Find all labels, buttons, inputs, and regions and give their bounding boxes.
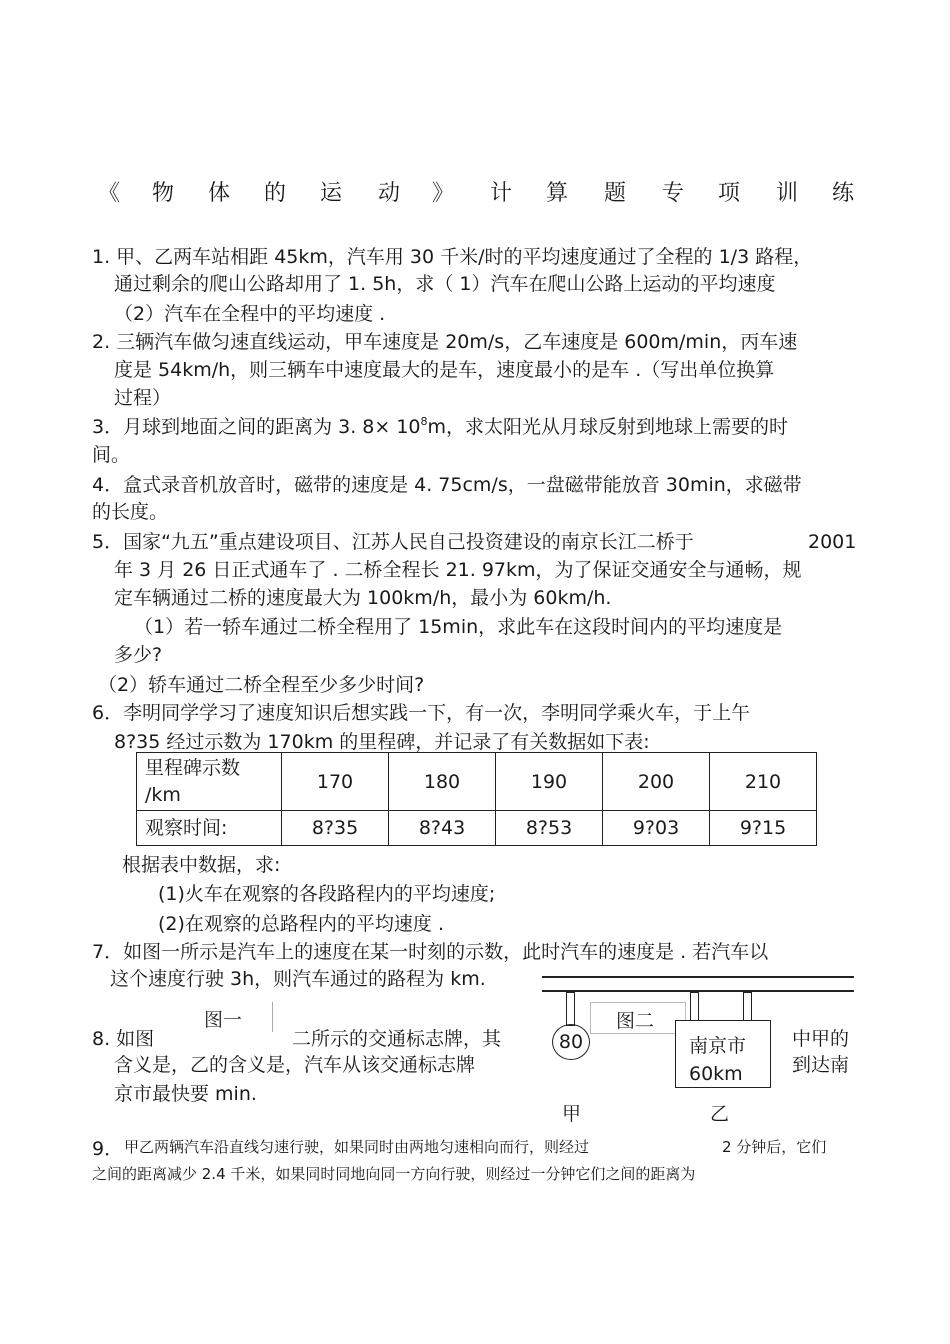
q5-line6: （2）轿车通过二桥全程至少多少时间?: [98, 674, 425, 696]
q6-line1: 6．李明同学学习了速度知识后想实践一下，有一次，李明同学乘火车，于上午: [92, 702, 751, 724]
q7-line1: 7．如图一所示是汽车上的速度在某一时刻的示数，此时汽车的速度是 . 若汽车以: [92, 941, 769, 963]
q9-line1: 甲乙两辆汽车沿直线匀速行驶，如果同时由两地匀速相向而行，则经过: [124, 1138, 590, 1156]
table-cell: 190: [496, 753, 603, 811]
q6-line2: 8?35 经过示数为 170km 的里程碑，并记录了有关数据如下表:: [114, 731, 650, 753]
title-char: 题: [604, 181, 627, 206]
table-cell: 180: [389, 753, 496, 811]
table-cell: 8?35: [282, 811, 389, 846]
page-title: [0, 176, 950, 204]
q8-line1c: 中甲的: [792, 1028, 850, 1050]
title-char: 项: [718, 181, 741, 206]
q3-text-b: m，求太阳光从月球反射到地球上需要的时: [427, 416, 789, 438]
q3-line2: 间。: [92, 444, 131, 466]
table-cell: 8?43: [389, 811, 496, 846]
label-jia: 甲: [562, 1103, 582, 1125]
table-cell: 8?53: [496, 811, 603, 846]
table-cell: 200: [603, 753, 710, 811]
q8-line1a: 8. 如图: [92, 1028, 155, 1050]
q1-line2: 通过剩余的爬山公路却用了 1. 5h，求（ 1）汽车在爬山公路上运动的平均速度: [114, 273, 776, 295]
q6-line3: 根据表中数据，求:: [122, 854, 281, 876]
q4-line1: 4．盒式录音机放音时，磁带的速度是 4. 75cm/s，一盘磁带能放音 30min，求磁带: [92, 474, 802, 496]
milestone-table: [136, 752, 817, 846]
title-char: 物: [152, 181, 175, 206]
table-cell: 9?15: [710, 811, 817, 846]
q3-exponent: 8: [420, 415, 428, 428]
q5-line4: （1）若一轿车通过二桥全程用了 15min，求此车在这段时间内的平均速度是: [134, 616, 783, 638]
q2-line3: 过程）: [114, 387, 172, 409]
title-char: 计: [490, 181, 513, 206]
q4-line2: 的长度。: [92, 501, 169, 523]
q5-line5: 多少?: [114, 644, 163, 666]
q7-line2: 这个速度行驶 3h，则汽车通过的路程为 km.: [110, 968, 486, 990]
figure1-divider: [272, 1002, 273, 1032]
q2-line1: 2. 三辆汽车做匀速直线运动，甲车速度是 20m/s，乙车速度是 600m/min，丙车速: [92, 331, 798, 353]
q9-line1-end: 2 分钟后，它们: [722, 1138, 827, 1156]
q5-line3: 定车辆通过二桥的速度最大为 100km/h，最小为 60km/h.: [114, 587, 612, 609]
title-char: 运: [320, 181, 343, 206]
header-line-a: 里程碑示数: [145, 756, 241, 779]
label-yi: 乙: [710, 1103, 730, 1125]
q8-line3: 京市最快要 min.: [114, 1083, 257, 1105]
q3-line1: [92, 415, 788, 439]
q9-number: 9．: [92, 1138, 124, 1160]
title-char: 动: [378, 181, 401, 206]
q1-line3: （2）汽车在全程中的平均速度 .: [114, 303, 386, 325]
q5-line2: 年 3 月 26 日正式通车了 . 二桥全程长 21. 97km，为了保证交通安全与通畅，规: [114, 559, 802, 581]
distance-sign-city: 南京市: [689, 1035, 747, 1057]
table-cell: 210: [710, 753, 817, 811]
gantry-top-beam: [542, 976, 854, 978]
title-char: 算: [546, 181, 569, 206]
q5-year: 2001: [808, 531, 857, 553]
q8-line2a: 含义是，乙的含义是，汽车从该交通标志牌: [114, 1054, 476, 1076]
q5-line1: 5．国家“九五”重点建设项目、江苏人民自己投资建设的南京长江二桥于: [92, 531, 694, 553]
header-line-b: /km: [145, 783, 181, 806]
table-header-time: 观察时间:: [137, 811, 282, 846]
table-row: [137, 753, 817, 811]
table-row: [137, 811, 817, 846]
q6-line4: (1)火车在观察的各段路程内的平均速度;: [158, 883, 496, 905]
table-header-milestone: [137, 753, 282, 811]
title-char: 专: [662, 181, 685, 206]
title-char: 的: [264, 181, 287, 206]
title-char: 练: [832, 181, 855, 206]
gantry-post: [566, 992, 575, 1026]
q3-text-a: 3．月球到地面之间的距离为 3. 8× 10: [92, 416, 421, 438]
title-char: 体: [208, 181, 231, 206]
q1-line1: 1. 甲、乙两车站相距 45km，汽车用 30 千米/时的平均速度通过了全程的 1/3 路程，: [92, 246, 813, 268]
q8-line1b: 二所示的交通标志牌，其: [292, 1028, 502, 1050]
title-char: 《: [98, 181, 121, 206]
table-cell: 9?03: [603, 811, 710, 846]
q6-line5: (2)在观察的总路程内的平均速度 .: [158, 913, 444, 935]
speed-limit-sign: 80: [552, 1024, 590, 1060]
q8-line2c: 到达南: [792, 1054, 850, 1076]
q2-line2: 度是 54km/h，则三辆车中速度最大的是车，速度最小的是车 .（写出单位换算: [114, 359, 775, 381]
q9-line2: 之间的距离减少 2.4 千米，如果同时同地向同一方向行驶，则经过一分钟它们之间的距离为: [92, 1165, 696, 1183]
distance-sign-distance: 60km: [689, 1063, 743, 1085]
figure2-label: 图二: [616, 1010, 655, 1032]
figure1-label: 图一: [204, 1009, 243, 1031]
title-char: 》: [432, 181, 455, 206]
table-cell: 170: [282, 753, 389, 811]
title-char: 训: [776, 181, 799, 206]
